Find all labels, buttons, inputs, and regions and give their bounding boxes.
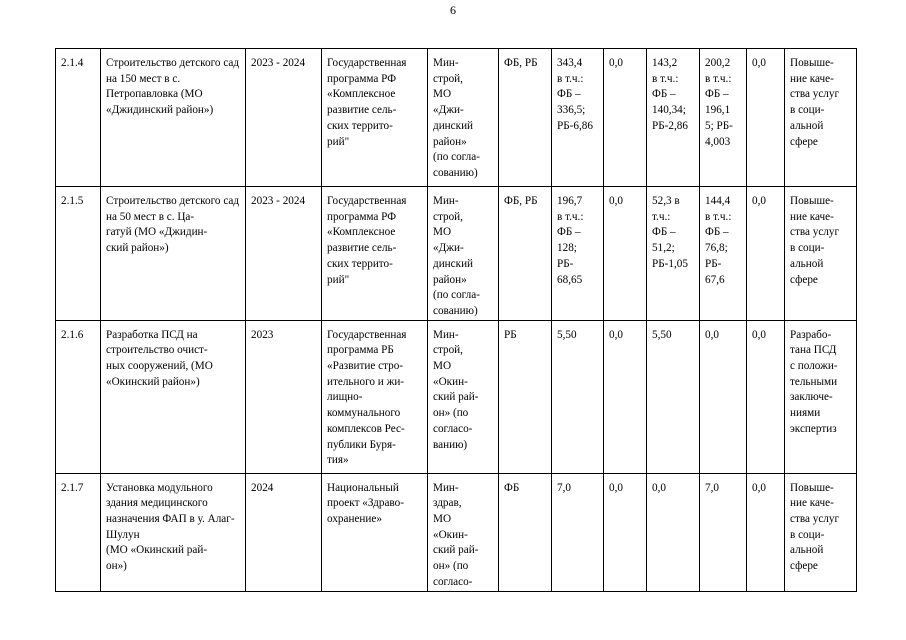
table-row — [56, 49, 857, 187]
item-number-cell: 2.1.5 — [56, 187, 101, 321]
total-amount-cell: 196,7 в т.ч.: ФБ – 128; РБ- 68,65 — [552, 187, 604, 321]
funding-source-cell: ФБ, РБ — [499, 49, 552, 187]
measure-name-cell: Строительство детского сад на 150 мест в с. Петропавловка (МО «Джидинский район») — [101, 49, 246, 187]
table-row — [56, 473, 857, 591]
executor-cell: Мин- строй, МО «Окин- ский рай- он» (по согласо- ванию) — [428, 320, 499, 473]
funding-source-cell: ФБ, РБ — [499, 187, 552, 321]
executor-cell: Мин- строй, МО «Джи- динский район» (по согла- сованию) — [428, 187, 499, 321]
period-cell: 2023 — [246, 320, 322, 473]
year-3-amount-cell: 7,0 — [700, 473, 747, 591]
program-cell: Государственная программа РФ «Комплексное развитие сель- ских террито- рий" — [322, 49, 428, 187]
measures-table — [55, 48, 857, 592]
item-number-cell: 2.1.7 — [56, 473, 101, 591]
year-3-amount-cell: 0,0 — [700, 320, 747, 473]
total-amount-cell: 5,50 — [552, 320, 604, 473]
year-4-amount-cell: 0,0 — [747, 49, 785, 187]
year-1-amount-cell: 0,0 — [604, 473, 647, 591]
funding-source-cell: РБ — [499, 320, 552, 473]
executor-cell: Мин- строй, МО «Джи- динский район» (по согла- сованию) — [428, 49, 499, 187]
item-number-cell: 2.1.6 — [56, 320, 101, 473]
year-2-amount-cell: 143,2 в т.ч.: ФБ – 140,34; РБ-2,86 — [647, 49, 700, 187]
executor-cell: Мин- здрав, МО «Окин- ский рай- он» (по согласо- — [428, 473, 499, 591]
year-1-amount-cell: 0,0 — [604, 49, 647, 187]
year-1-amount-cell: 0,0 — [604, 320, 647, 473]
table-row — [56, 320, 857, 473]
period-cell: 2023 - 2024 — [246, 49, 322, 187]
total-amount-cell: 343,4 в т.ч.: ФБ – 336,5; РБ-6,86 — [552, 49, 604, 187]
year-2-amount-cell: 5,50 — [647, 320, 700, 473]
year-3-amount-cell: 200,2 в т.ч.: ФБ – 196,1 5; РБ- 4,003 — [700, 49, 747, 187]
program-cell: Государственная программа РФ «Комплексное развитие сель- ских террито- рий" — [322, 187, 428, 321]
year-4-amount-cell: 0,0 — [747, 320, 785, 473]
funding-source-cell: ФБ — [499, 473, 552, 591]
expected-result-cell: Повыше- ние каче- ства услуг в соци- альной сфере — [785, 187, 857, 321]
year-4-amount-cell: 0,0 — [747, 187, 785, 321]
measure-name-cell: Строительство детского сад на 50 мест в с. Ца- гатуй (МО «Джидин- ский район») — [101, 187, 246, 321]
program-cell: Национальный проект «Здраво- охранение» — [322, 473, 428, 591]
expected-result-cell: Повыше- ние каче- ства услуг в соци- альной сфере — [785, 473, 857, 591]
period-cell: 2024 — [246, 473, 322, 591]
measure-name-cell: Разработка ПСД на строительство очист- ных сооружений, (МО «Окинский район») — [101, 320, 246, 473]
page-number: 6 — [450, 3, 456, 17]
table-row — [56, 187, 857, 321]
measure-name-cell: Установка модульного здания медицинского назначения ФАП в у. Алаг-Шулун (МО «Окинский рай- он») — [101, 473, 246, 591]
period-cell: 2023 - 2024 — [246, 187, 322, 321]
item-number-cell: 2.1.4 — [56, 49, 101, 187]
year-2-amount-cell: 0,0 — [647, 473, 700, 591]
expected-result-cell: Разрабо- тана ПСД с положи- тельными заключе- ниями экспертиз — [785, 320, 857, 473]
year-4-amount-cell: 0,0 — [747, 473, 785, 591]
year-3-amount-cell: 144,4 в т.ч.: ФБ – 76,8; РБ- 67,6 — [700, 187, 747, 321]
total-amount-cell: 7,0 — [552, 473, 604, 591]
expected-result-cell: Повыше- ние каче- ства услуг в соци- альной сфере — [785, 49, 857, 187]
program-cell: Государственная программа РБ «Развитие стро- ительного и жи- лищно- коммунального комплексов Рес- публики Буря- тия» — [322, 320, 428, 473]
year-1-amount-cell: 0,0 — [604, 187, 647, 321]
year-2-amount-cell: 52,3 в т.ч.: ФБ – 51,2; РБ-1,05 — [647, 187, 700, 321]
